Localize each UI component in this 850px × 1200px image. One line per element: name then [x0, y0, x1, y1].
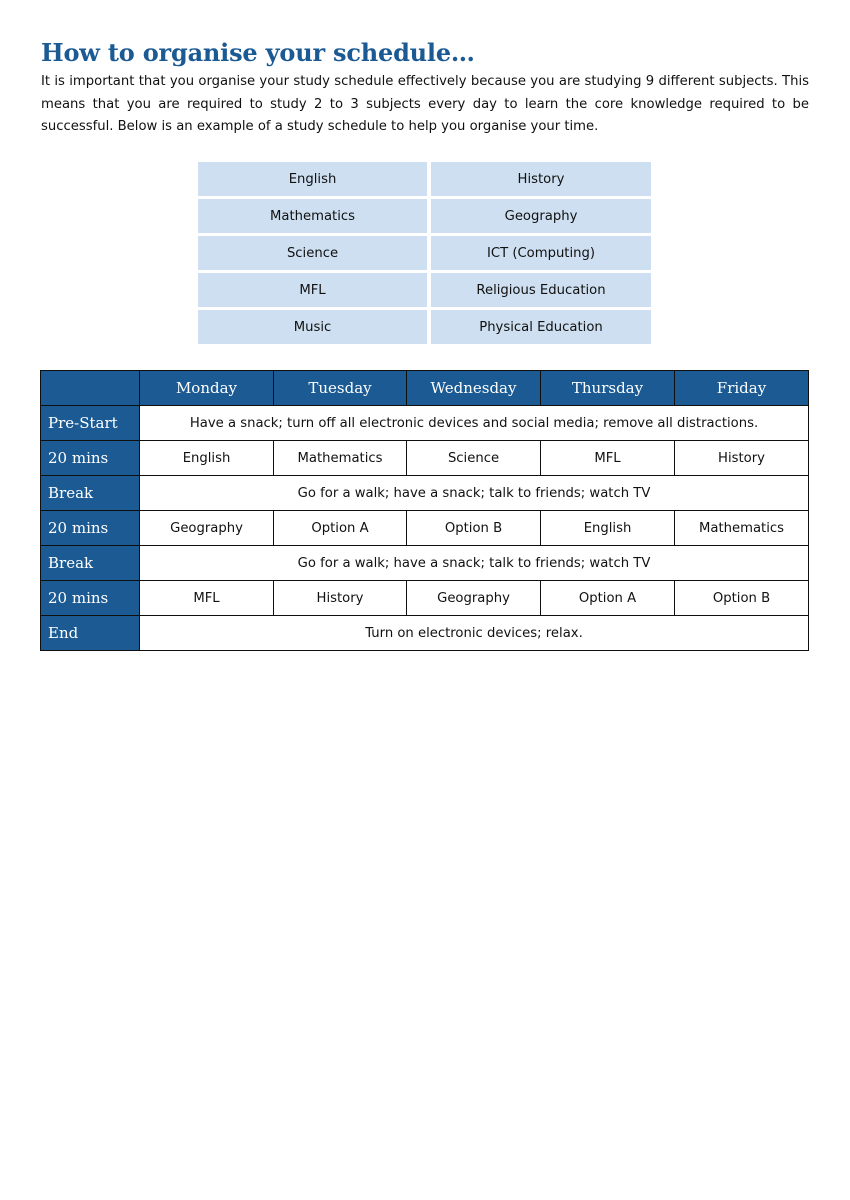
header-day-thursday: Thursday [541, 371, 675, 406]
table-cell: Option A [274, 511, 407, 546]
table-cell: History [675, 441, 809, 476]
schedule-header-row [41, 371, 809, 406]
subject-cell: Science [198, 236, 427, 270]
table-cell: Mathematics [274, 441, 407, 476]
row-label: 20 mins [41, 511, 140, 546]
table-cell: Geography [140, 511, 274, 546]
table-cell: History [274, 581, 407, 616]
table-cell: Science [407, 441, 541, 476]
spanning-cell: Have a snack; turn off all electronic devices and social media; remove all distractions. [140, 406, 809, 441]
table-row [41, 616, 809, 651]
table-row [41, 406, 809, 441]
table-row [41, 581, 809, 616]
row-label: End [41, 616, 140, 651]
subject-cell: Mathematics [198, 199, 427, 233]
row-label: 20 mins [41, 441, 140, 476]
table-row [41, 511, 809, 546]
header-day-tuesday: Tuesday [274, 371, 407, 406]
intro-paragraph: It is important that you organise your study schedule effectively because you are studying 9 different subjects. This means that you are required to study 2 to 3 subjects every day to learn the core knowledge required to be successful. Below is an example of a study schedule to help you organise your time. [41, 74, 809, 134]
table-row [41, 476, 809, 511]
row-label: Break [41, 476, 140, 511]
study-schedule-table [40, 370, 809, 651]
table-cell: Option A [541, 581, 675, 616]
table-cell: Option B [407, 511, 541, 546]
header-day-wednesday: Wednesday [407, 371, 541, 406]
table-cell: English [140, 441, 274, 476]
header-corner [41, 371, 140, 406]
row-label: Pre-Start [41, 406, 140, 441]
subject-cell: Geography [431, 199, 651, 233]
table-cell: Mathematics [675, 511, 809, 546]
row-label: Break [41, 546, 140, 581]
table-row [41, 441, 809, 476]
subject-cell: History [431, 162, 651, 196]
header-day-monday: Monday [140, 371, 274, 406]
subject-cell: ICT (Computing) [431, 236, 651, 270]
table-cell: English [541, 511, 675, 546]
subject-cell: Physical Education [431, 310, 651, 344]
spanning-cell: Turn on electronic devices; relax. [140, 616, 809, 651]
page-title: How to organise your schedule… [41, 38, 475, 67]
table-cell: MFL [541, 441, 675, 476]
subject-cell: MFL [198, 273, 427, 307]
spanning-cell: Go for a walk; have a snack; talk to friends; watch TV [140, 546, 809, 581]
subject-cell: Religious Education [431, 273, 651, 307]
table-cell: Geography [407, 581, 541, 616]
subjects-grid [198, 162, 651, 344]
table-row [41, 546, 809, 581]
row-label: 20 mins [41, 581, 140, 616]
header-day-friday: Friday [675, 371, 809, 406]
table-cell: MFL [140, 581, 274, 616]
spanning-cell: Go for a walk; have a snack; talk to friends; watch TV [140, 476, 809, 511]
subject-cell: English [198, 162, 427, 196]
subject-cell: Music [198, 310, 427, 344]
table-cell: Option B [675, 581, 809, 616]
